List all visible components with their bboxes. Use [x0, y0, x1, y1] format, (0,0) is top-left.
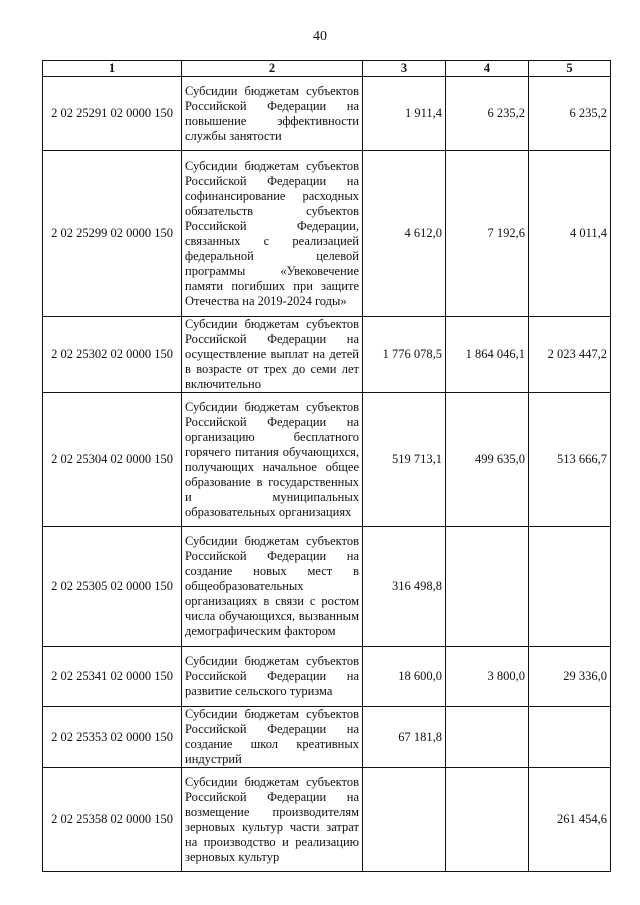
- budget-code: 2 02 25302 02 0000 150: [43, 317, 182, 393]
- table-row: [43, 768, 611, 872]
- budget-table: [42, 60, 611, 872]
- amount-col-4: 3 800,0: [446, 647, 529, 707]
- amount-col-4: 7 192,6: [446, 151, 529, 317]
- amount-col-3: 1 911,4: [363, 77, 446, 151]
- table-row: [43, 151, 611, 317]
- header-col-4: 4: [446, 61, 529, 77]
- revenue-description: Субсидии бюджетам субъектов Российской Федерации на создание новых мест в общеобразовательных организациях в связи с ростом числа обучающихся, вызванным демографическим фактором: [182, 527, 363, 647]
- budget-code: 2 02 25341 02 0000 150: [43, 647, 182, 707]
- table-row: [43, 317, 611, 393]
- amount-col-4: 1 864 046,1: [446, 317, 529, 393]
- amount-col-4: [446, 527, 529, 647]
- header-col-2: 2: [182, 61, 363, 77]
- table-row: [43, 527, 611, 647]
- revenue-description: Субсидии бюджетам субъектов Российской Федерации на возмещение производителям зерновых культур части затрат на производство и реализацию зерновых культур: [182, 768, 363, 872]
- revenue-description: Субсидии бюджетам субъектов Российской Федерации на организацию бесплатного горячего питания обучающихся, получающих начальное общее образование в государственных и муниципальных образовательных организациях: [182, 393, 363, 527]
- amount-col-3: 316 498,8: [363, 527, 446, 647]
- amount-col-3: 4 612,0: [363, 151, 446, 317]
- budget-code: 2 02 25353 02 0000 150: [43, 707, 182, 768]
- amount-col-4: 499 635,0: [446, 393, 529, 527]
- table-row: [43, 647, 611, 707]
- amount-col-5: [529, 707, 611, 768]
- table-header-row: [43, 61, 611, 77]
- amount-col-5: 2 023 447,2: [529, 317, 611, 393]
- amount-col-3: [363, 768, 446, 872]
- amount-col-3: 1 776 078,5: [363, 317, 446, 393]
- amount-col-5: 6 235,2: [529, 77, 611, 151]
- amount-col-4: 6 235,2: [446, 77, 529, 151]
- table-row: [43, 77, 611, 151]
- header-col-3: 3: [363, 61, 446, 77]
- revenue-description: Субсидии бюджетам субъектов Российской Федерации на создание школ креативных индустрий: [182, 707, 363, 768]
- header-col-1: 1: [43, 61, 182, 77]
- budget-code: 2 02 25291 02 0000 150: [43, 77, 182, 151]
- amount-col-5: 261 454,6: [529, 768, 611, 872]
- amount-col-4: [446, 768, 529, 872]
- budget-code: 2 02 25358 02 0000 150: [43, 768, 182, 872]
- budget-code: 2 02 25305 02 0000 150: [43, 527, 182, 647]
- revenue-description: Субсидии бюджетам субъектов Российской Федерации на развитие сельского туризма: [182, 647, 363, 707]
- budget-code: 2 02 25304 02 0000 150: [43, 393, 182, 527]
- amount-col-3: 519 713,1: [363, 393, 446, 527]
- amount-col-3: 67 181,8: [363, 707, 446, 768]
- amount-col-3: 18 600,0: [363, 647, 446, 707]
- revenue-description: Субсидии бюджетам субъектов Российской Федерации на осуществление выплат на детей в возрасте от трех до семи лет включительно: [182, 317, 363, 393]
- amount-col-5: 4 011,4: [529, 151, 611, 317]
- amount-col-5: 29 336,0: [529, 647, 611, 707]
- amount-col-4: [446, 707, 529, 768]
- budget-code: 2 02 25299 02 0000 150: [43, 151, 182, 317]
- page-number: 40: [313, 29, 327, 44]
- amount-col-5: [529, 527, 611, 647]
- revenue-description: Субсидии бюджетам субъектов Российской Федерации на повышение эффективности службы занятости: [182, 77, 363, 151]
- amount-col-5: 513 666,7: [529, 393, 611, 527]
- header-col-5: 5: [529, 61, 611, 77]
- table-row: [43, 707, 611, 768]
- revenue-description: Субсидии бюджетам субъектов Российской Федерации на софинансирование расходных обязательств субъектов Российской Федерации, связанных с реализацией федеральной целевой программы «Увековечение памяти погибших при защите Отечества на 2019-2024 годы»: [182, 151, 363, 317]
- table-row: [43, 393, 611, 527]
